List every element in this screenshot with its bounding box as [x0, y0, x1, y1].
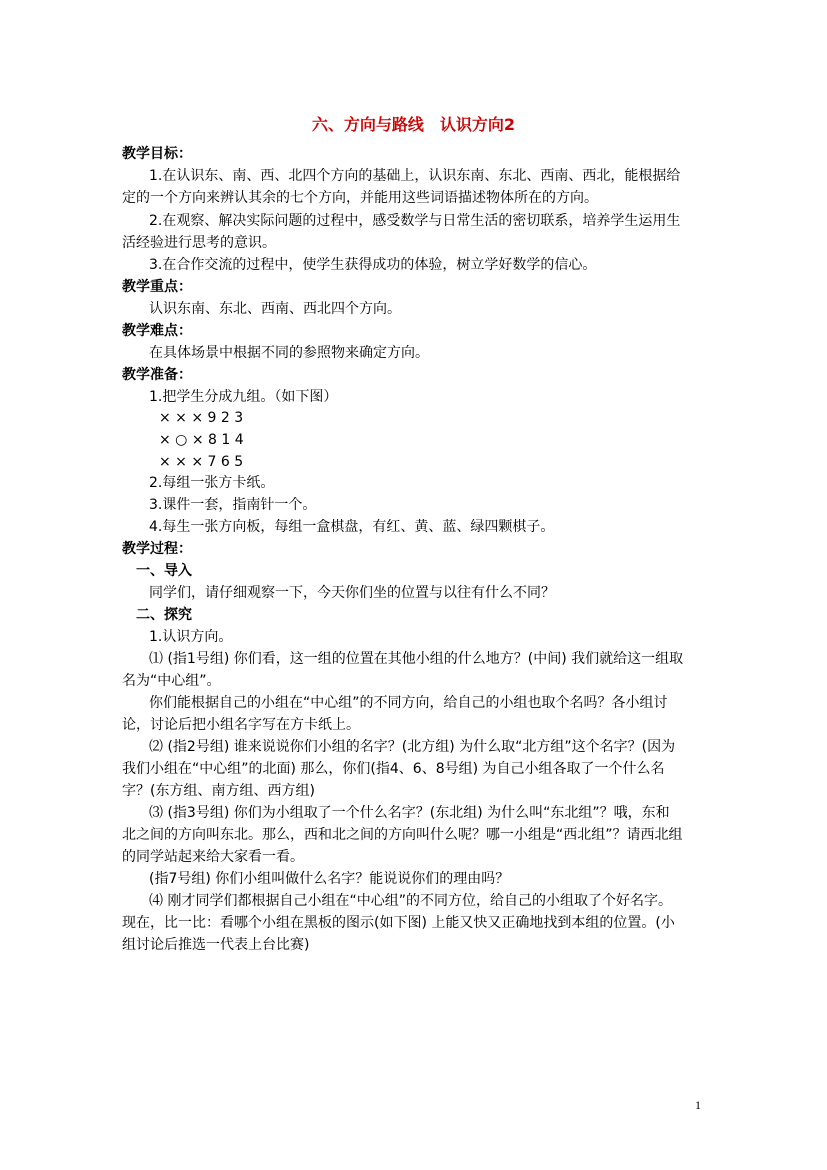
section-heading: 教学准备：	[122, 367, 192, 383]
text-line: 现在，比一比：看哪个小组在黑板的图示(如下图) 上能又快又正确地找到本组的位置。(小	[122, 915, 675, 931]
text-line: 2.每组一张方卡纸。	[149, 475, 275, 491]
text-line: (指7号组) 你们小组叫做什么名字？能说说你们的理由吗？	[149, 871, 510, 887]
section-heading: 教学目标：	[122, 146, 192, 162]
text-line: 我们小组在“中心组”的北面) 那么，你们(指4、6、8号组) 为自己小组各取了一个什么名	[122, 761, 665, 777]
text-line: × × × 9 2 3	[159, 410, 244, 426]
text-line: ⑶ (指3号组) 你们为小组取了一个什么名字？(东北组) 为什么叫“东北组”？哦，东和	[149, 805, 670, 821]
text-line: 3.在合作交流的过程中，使学生获得成功的体验，树立学好数学的信心。	[149, 257, 597, 273]
text-line: 活经验进行思考的意识。	[122, 235, 276, 251]
text-line: 名为“中心组”。	[122, 673, 221, 689]
text-line: 3.课件一套，指南针一个。	[149, 497, 317, 513]
section-heading: 教学重点：	[122, 279, 192, 295]
text-line: 1.在认识东、南、西、北四个方向的基础上，认识东南、东北、西南、西北，能根据给	[149, 168, 681, 184]
text-line: 论，讨论后把小组名字写在方卡纸上。	[122, 717, 360, 733]
text-line: 北之间的方向叫东北。那么，西和北之间的方向叫什么呢？哪一小组是“西北组”？请西北组	[122, 827, 683, 843]
text-line: 1.把学生分成九组。（如下图）	[149, 389, 338, 405]
text-line: 认识东南、东北、西南、西北四个方向。	[149, 301, 401, 317]
section-heading: 二、探究	[136, 607, 192, 623]
text-line: 在具体场景中根据不同的参照物来确定方向。	[149, 345, 429, 361]
section-heading: 教学难点：	[122, 323, 192, 339]
text-line: 1.认识方向。	[149, 629, 233, 645]
text-line: ⑵ (指2号组) 谁来说说你们小组的名字？(北方组) 为什么取“北方组”这个名字？(因为	[149, 739, 676, 755]
section-heading: 教学过程：	[122, 541, 192, 557]
text-line: 同学们，请仔细观察一下，今天你们坐的位置与以往有什么不同？	[149, 585, 555, 601]
page-number: 1	[695, 1098, 701, 1112]
text-line: 4.每生一张方向板，每组一盒棋盘，有红、黄、蓝、绿四颗棋子。	[149, 519, 555, 535]
text-line: 组讨论后推选一代表上台比赛)	[122, 937, 310, 953]
text-line: ⑴ (指1号组) 你们看，这一组的位置在其他小组的什么地方？(中间) 我们就给这一组取	[149, 651, 684, 667]
section-heading: 一、导入	[136, 563, 192, 579]
text-line: 的同学站起来给大家看一看。	[122, 849, 304, 865]
text-line: 2.在观察、解决实际问题的过程中，感受数学与日常生活的密切联系，培养学生运用生	[149, 213, 681, 229]
document-title: 六、方向与路线 认识方向2	[311, 115, 516, 134]
text-line: ⑷ 刚才同学们都根据自己小组在“中心组”的不同方位，给自己的小组取了个好名字。	[149, 893, 672, 909]
text-line: 你们能根据自己的小组在“中心组”的不同方向，给自己的小组也取个名吗？各小组讨	[149, 695, 668, 711]
text-line: 定的一个方向来辨认其余的七个方向，并能用这些词语描述物体所在的方向。	[122, 190, 598, 206]
text-line: 字？(东方组、南方组、西方组)	[122, 783, 315, 799]
text-line: × × × 7 6 5	[159, 454, 244, 470]
text-line: × ○ × 8 1 4	[159, 432, 244, 448]
